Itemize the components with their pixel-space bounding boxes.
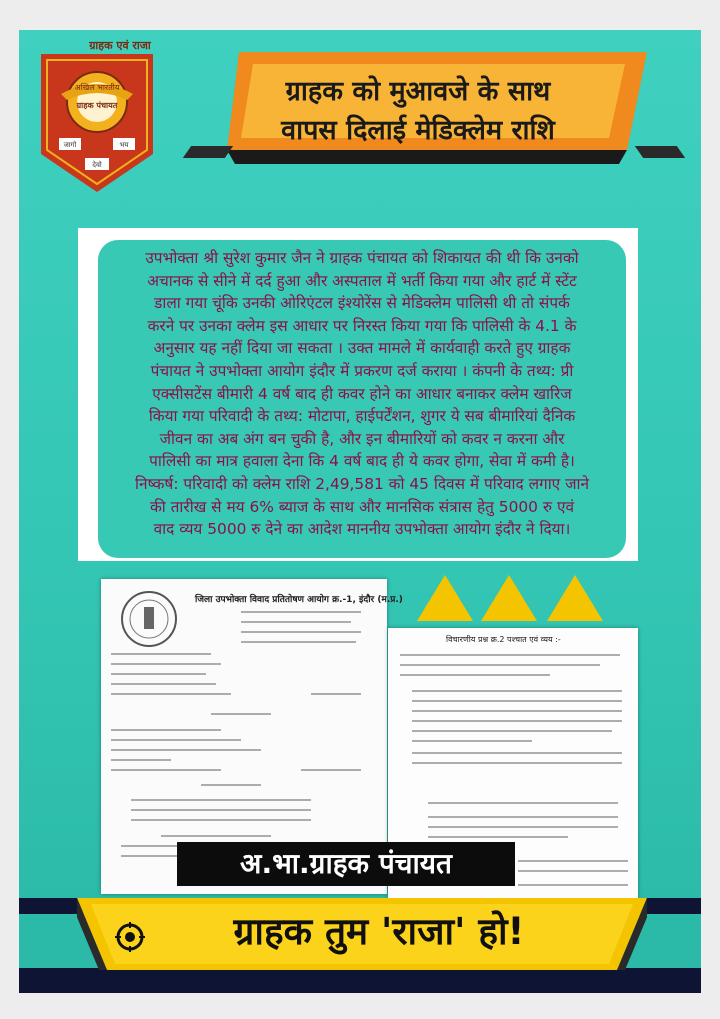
story-line: जीवन का अब अंग बन चुकी है, और इन बीमारियों को कवर न करना और [159, 429, 565, 448]
story-line: एक्सीसटेंस बीमारी 4 वर्ष बाद ही कवर होने का आधार बनाकर क्लेम खारिज [152, 384, 572, 403]
triangle-decoration [417, 575, 473, 621]
page-title [233, 72, 603, 150]
panchayat-banner-text: अ.भा.ग्राहक पंचायत [240, 847, 452, 880]
triangle-decoration [547, 575, 603, 621]
story-line: निष्कर्ष: परिवादी को क्लेम राशि 2,49,581 को 45 दिवस में परिवाद लगाए जाने [134, 474, 590, 493]
slogan-text: ग्राहक तुम 'राजा' हो! [233, 910, 525, 953]
story-line: उपभोक्ता श्री सुरेश कुमार जैन ने ग्राहक पंचायत को शिकायत की थी कि उनको [145, 249, 579, 267]
story-line: वाद व्यय 5000 रु देने का आदेश माननीय उपभोक्ता आयोग इंदौर ने दिया। [153, 520, 571, 539]
logo-ring-text: अखिल भारतीय [74, 83, 120, 92]
title-left-accent [183, 146, 233, 158]
org-small-label: ग्राहक एवं राजा [89, 39, 151, 52]
logo-bottom-word: देवो [92, 161, 102, 169]
story-line: किया गया परिवादी के तथ्य: मोटापा, हाईपर्टेंशन, शुगर ये सब बीमारियां दैनिक [148, 407, 576, 426]
story-line: करने पर उनका क्लेम इस आधार पर निरस्त किया गया कि पालिसी के 4.1 के [147, 316, 577, 335]
doc2-heading: विचारणीय प्रश्न क्र.2 पश्चात एवं व्यय :- [446, 635, 561, 644]
title-line-1: ग्राहक को मुआवजे के साथ [285, 76, 551, 107]
story-line: डाला गया चूंकि उनकी ओरिएंटल इंश्योरेंस से मेडिक्लेम पालिसी थी तो संपर्क [154, 294, 570, 313]
poster [19, 30, 701, 993]
story-line: की तारीख से मय 6% ब्याज के साथ और मानसिक संत्रास हेतु 5000 रु एवं [149, 497, 575, 516]
shield-logo-icon [41, 54, 153, 192]
story-line: अचानक से सीने में दर्द हुआ और अस्पताल में भर्ती किया गया और हार्ट में स्टेंट [147, 271, 577, 290]
logo-left-word: जागो [63, 141, 77, 149]
title-right-accent [635, 146, 685, 158]
story-line: अनुसार यह नहीं दिया जा सकता । उक्त मामले में कार्यवाही करते हुए ग्राहक [153, 339, 571, 358]
triangle-decoration [481, 575, 537, 621]
logo-center-text: ग्राहक पंचायत [76, 101, 118, 110]
title-line-2: वापस दिलाई मेडिक्लेम राशि [281, 115, 555, 146]
story-text [106, 247, 618, 541]
doc1-heading: जिला उपभोक्ता विवाद प्रतितोषण आयोग क्र.-1, इंदौर (म.प्र.) [195, 595, 403, 605]
court-seal-icon [119, 589, 179, 649]
target-icon [115, 922, 145, 952]
story-line: पालिसी का मात्र हवाला देना कि 4 वर्ष बाद ही ये कवर होगा, सेवा में कमी है। [149, 452, 575, 471]
logo-right-word: भय [119, 141, 129, 149]
story-line: पंचायत ने उपभोक्ता आयोग इंदौर में प्रकरण दर्ज कराया । कंपनी के तथ्य: प्री [150, 361, 574, 380]
